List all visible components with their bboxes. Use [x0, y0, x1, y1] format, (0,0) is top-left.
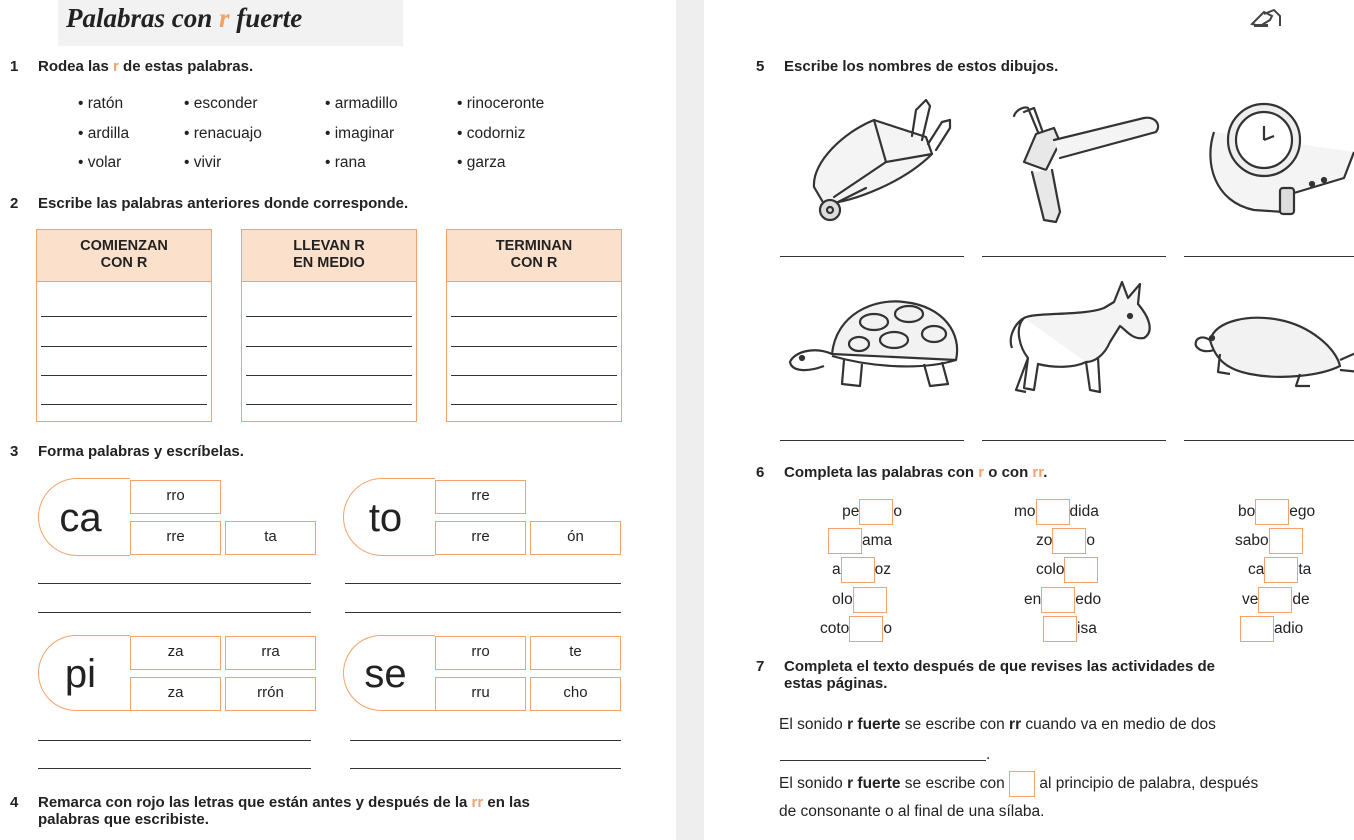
- blank-box[interactable]: [1009, 771, 1035, 797]
- question-5: 5 Escribe los nombres de estos dibujos.: [756, 58, 1059, 75]
- syllable-root: pi: [38, 635, 130, 711]
- word-blank: a oz: [832, 557, 891, 583]
- blank-box[interactable]: [1258, 587, 1292, 613]
- word: • volar: [78, 154, 122, 171]
- syllable-cell: rru: [435, 677, 526, 711]
- syllable-cell: rro: [435, 636, 526, 670]
- syllable-cell: rrón: [225, 677, 316, 711]
- word-blank: adio: [1240, 616, 1303, 642]
- word-blank: bo ego: [1238, 499, 1315, 525]
- syllable-cell: rre: [130, 521, 221, 555]
- syllable-cell: rre: [435, 480, 526, 514]
- blank-box[interactable]: [853, 587, 887, 613]
- word: • ardilla: [78, 125, 130, 142]
- question-3: 3 Forma palabras y escríbelas.: [10, 443, 244, 460]
- word: • codorniz: [457, 125, 526, 142]
- question-1: 1 Rodea las r de estas palabras.: [10, 58, 254, 75]
- syllable-cell: cho: [530, 677, 621, 711]
- blank-box[interactable]: [1052, 528, 1086, 554]
- blank-box[interactable]: [1255, 499, 1289, 525]
- word-blank: ama: [828, 528, 892, 554]
- syllable-root: ca: [38, 478, 130, 556]
- column-r-in-middle: [241, 229, 417, 422]
- word: • armadillo: [325, 95, 398, 112]
- word: • vivir: [184, 154, 222, 171]
- blank-box[interactable]: [859, 499, 893, 525]
- syllable-cell: za: [130, 636, 221, 670]
- column-ends-with-r: [446, 229, 622, 422]
- blank-box[interactable]: [1269, 528, 1303, 554]
- syllable-cell: ón: [530, 521, 621, 555]
- syllable-root: se: [343, 635, 435, 711]
- blank-box[interactable]: [1064, 557, 1098, 583]
- word-blank: sabo: [1235, 528, 1303, 554]
- syllable-cell: rre: [435, 521, 526, 555]
- syllable-cell: za: [130, 677, 221, 711]
- period: .: [986, 746, 991, 763]
- word: • esconder: [184, 95, 258, 112]
- word-blank: mo dida: [1014, 499, 1099, 525]
- blank-box[interactable]: [1264, 557, 1298, 583]
- word-blank: zo o: [1036, 528, 1095, 554]
- word-blank: olo: [832, 587, 887, 613]
- column-header: COMIENZAN CON R: [37, 230, 211, 282]
- page-title: Palabras con r fuerte: [58, 0, 403, 46]
- question-4: 4 Remarca con rojo las letras que están antes y después de la rr en las palabras que escribiste.: [10, 794, 530, 828]
- column-starts-with-r: [36, 229, 212, 422]
- word-blank: pe o: [832, 499, 902, 525]
- syllable-cell: te: [530, 636, 621, 670]
- word-blank: ca ta: [1248, 557, 1311, 583]
- syllable-cell: rra: [225, 636, 316, 670]
- word: • imaginar: [325, 125, 395, 142]
- hammer-drawing: [994, 92, 1174, 232]
- donkey-drawing: [994, 278, 1164, 418]
- beaver-drawing: [1190, 300, 1354, 410]
- blank-box[interactable]: [828, 528, 862, 554]
- rule-sentence-1: El sonido r fuerte se escribe con rr cuando va en medio de dos: [779, 716, 1216, 733]
- question-2: 2 Escribe las palabras anteriores donde corresponde.: [10, 195, 409, 212]
- word: • rana: [325, 154, 366, 171]
- word: • renacuajo: [184, 125, 262, 142]
- turtle-drawing: [784, 284, 974, 414]
- word-blank: colo: [1036, 557, 1098, 583]
- blank-box[interactable]: [849, 616, 883, 642]
- blank-box[interactable]: [1240, 616, 1274, 642]
- blank-box[interactable]: [1041, 587, 1075, 613]
- word-blank: coto o: [820, 616, 892, 642]
- answer-line[interactable]: [780, 760, 986, 761]
- rule-sentence-2: El sonido r fuerte se escribe con al principio de palabra, después: [779, 771, 1258, 797]
- word-blank: isa: [1043, 616, 1097, 642]
- blank-box[interactable]: [1036, 499, 1070, 525]
- word-blank: ve de: [1242, 587, 1310, 613]
- word: • rinoceronte: [457, 95, 545, 112]
- question-7: 7 Completa el texto después de que revises las actividades de estas páginas.: [756, 658, 1216, 692]
- blank-box[interactable]: [1043, 616, 1077, 642]
- syllable-cell: ta: [225, 521, 316, 555]
- syllable-root: to: [343, 478, 435, 556]
- word: • garza: [457, 154, 506, 171]
- syllable-cell: rro: [130, 480, 221, 514]
- left-page: [0, 0, 676, 840]
- right-page: [704, 0, 1354, 840]
- column-header: TERMINAN CON R: [447, 230, 621, 282]
- writing-hand-icon: [1250, 6, 1308, 30]
- column-header: LLEVAN R EN MEDIO: [242, 230, 416, 282]
- word: • ratón: [78, 95, 124, 112]
- rule-sentence-3: de consonante o al final de una sílaba.: [779, 803, 1045, 820]
- wheelbarrow-drawing: [794, 92, 974, 232]
- question-6: 6 Completa las palabras con r o con rr.: [756, 464, 1048, 481]
- word-blank: en edo: [1024, 587, 1101, 613]
- watch-drawing: [1194, 92, 1354, 232]
- blank-box[interactable]: [841, 557, 875, 583]
